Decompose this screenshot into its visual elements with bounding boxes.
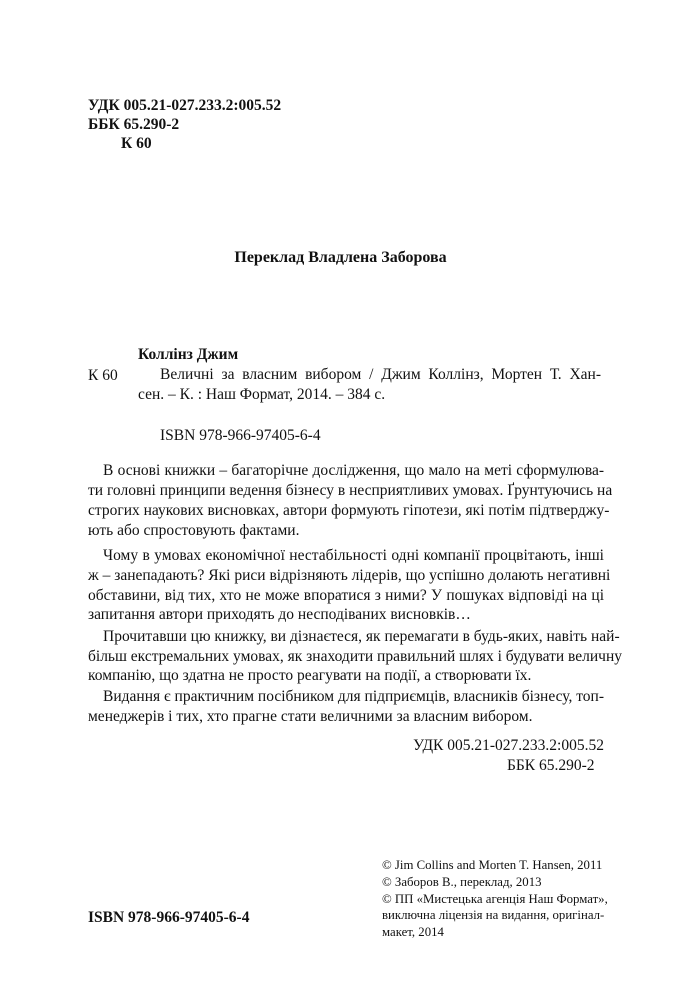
- footer-bbk: ББК 65.290-2: [507, 757, 595, 774]
- udk-code: УДК 005.21-027.233.2:005.52: [88, 97, 282, 114]
- author-mark: К 60: [121, 135, 152, 152]
- annotation-line: ти головні принципи ведення бізнесу в несприятливих умовах. Ґрунтуючись на: [88, 482, 613, 499]
- copyright-line: © Заборов В., переклад, 2013: [382, 874, 542, 889]
- copyright-line: макет, 2014: [382, 925, 444, 940]
- annotation-line: Видання є практичним посібником для підприємців, власників бізнесу, топ-: [103, 688, 604, 705]
- footer-udk: УДК 005.21-027.233.2:005.52: [413, 737, 604, 754]
- annotation-line: Прочитавши цю книжку, ви дізнаєтеся, як перемагати в будь-яких, навіть най-: [103, 628, 620, 645]
- catalog-line-1: Величні за власним вибором / Джим Коллінз, Мортен Т. Хан-: [160, 366, 601, 383]
- bottom-isbn: ISBN 978-966-97405-6-4: [88, 909, 250, 926]
- annotation-line: Чому в умовах економічної нестабільності одні компанії процвітають, інші: [103, 547, 604, 564]
- copyright-line: виключна ліцензія на видання, оригінал-: [382, 908, 605, 923]
- annotation-line: В основі книжки – багаторічне дослідження, що мало на меті сформулюва-: [103, 462, 604, 479]
- annotation-line: запитання автори приходять до несподіваних висновків…: [88, 606, 471, 623]
- annotation-line: менеджерів і тих, хто прагне стати величними за власним вибором.: [88, 708, 533, 725]
- annotation-line: більш екстремальних умовах, як знаходити правильний шлях і будувати величну: [88, 648, 622, 665]
- catalog-isbn: ISBN 978-966-97405-6-4: [160, 427, 321, 444]
- catalog-line-2: сен. – К. : Наш Формат, 2014. – 384 с.: [138, 386, 386, 403]
- catalog-author: Коллінз Джим: [138, 346, 239, 363]
- annotation-line: строгих наукових висновках, автори формують гіпотези, які потім підтверджу-: [88, 502, 610, 519]
- annotation-line: ють або спростовують фактами.: [88, 522, 300, 539]
- copyright-line: © ПП «Мистецька агенція Наш Формат»,: [382, 891, 608, 906]
- annotation-line: ж – занепадають? Які риси відрізняють лідерів, що успішно долають негативні: [88, 567, 611, 584]
- annotation-line: компанію, що здатна не просто реагувати на події, а створювати їх.: [88, 667, 532, 684]
- translator-credit: Переклад Владлена Заборова: [234, 249, 447, 266]
- bbk-code: ББК 65.290-2: [88, 116, 180, 133]
- annotation-line: обставини, від тих, хто не може впоратися з ними? У пошуках відповіді на ці: [88, 587, 604, 604]
- catalog-mark: К 60: [88, 367, 118, 384]
- copyright-line: © Jim Collins and Morten T. Hansen, 2011: [382, 858, 603, 872]
